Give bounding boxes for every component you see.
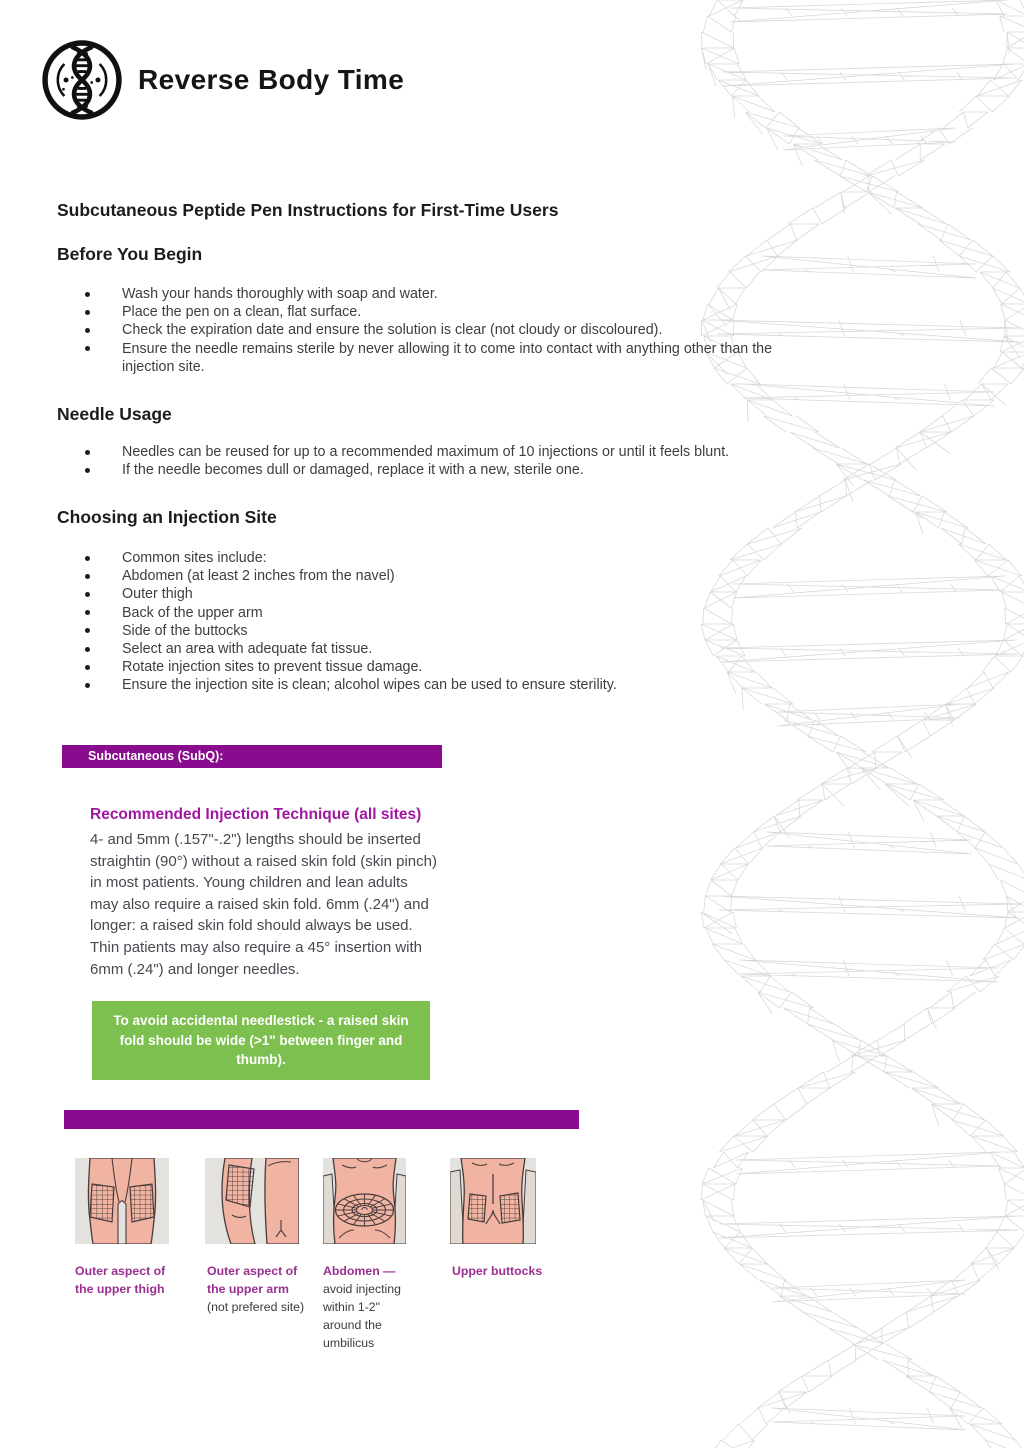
bullet-item: Back of the upper arm xyxy=(57,604,802,622)
buttocks-site-illustration xyxy=(450,1158,536,1244)
site-caption-note: avoid injecting within 1-2" around the umbilicus xyxy=(323,1282,401,1350)
section-heading-needle-usage: Needle Usage xyxy=(57,404,172,424)
document-title: Subcutaneous Peptide Pen Instructions for First-Time Users xyxy=(57,200,559,220)
site-caption-title: Outer aspect of the upper thigh xyxy=(75,1264,166,1296)
bullet-item: Ensure the needle remains sterile by never allowing it to come into contact with anything other than the injection site. xyxy=(57,340,802,376)
bullet-item: Needles can be reused for up to a recommended maximum of 10 injections or until it feels blunt. xyxy=(57,443,802,461)
section-heading-before-you-begin: Before You Begin xyxy=(57,244,203,264)
bullet-item: Outer thigh xyxy=(57,585,802,603)
site-caption-title: Upper buttocks xyxy=(452,1264,543,1278)
bullet-item: Wash your hands thoroughly with soap and water. xyxy=(57,285,802,303)
site-caption-abdomen xyxy=(323,1262,419,1352)
bullet-item: Ensure the injection site is clean; alcohol wipes can be used to ensure sterility. xyxy=(57,676,802,694)
bullet-item: Side of the buttocks xyxy=(57,622,802,640)
thigh-sites-illustration xyxy=(75,1158,169,1244)
site-caption-buttocks xyxy=(452,1262,572,1280)
bullet-list-before-you-begin xyxy=(57,285,802,376)
technique-block xyxy=(90,806,438,980)
bullet-item: Abdomen (at least 2 inches from the navel) xyxy=(57,567,802,585)
needlestick-warning-box xyxy=(92,1001,430,1080)
brand-name: Reverse Body Time xyxy=(138,64,405,95)
technique-heading: Recommended Injection Technique (all sites) xyxy=(90,806,422,823)
dna-logo-icon xyxy=(40,38,124,122)
arm-site-illustration xyxy=(205,1158,299,1244)
technique-paragraph: 4- and 5mm (.157"-.2") lengths should be inserted straightin (90°) without a raised skin fold (skin pinch) in most patients. Young children and lean adults may also require a raised skin fold. 6mm (.24") and longer: a raised skin fold should always be used. Thin patients may also require a 45° insertion with 6mm (.24") and longer needles. xyxy=(90,831,437,978)
purple-divider-bar xyxy=(64,1110,579,1129)
site-caption-arm xyxy=(207,1262,315,1316)
bullet-item: Place the pen on a clean, flat surface. xyxy=(57,303,802,321)
site-caption-note: (not prefered site) xyxy=(207,1300,305,1314)
subq-banner xyxy=(62,745,442,768)
bullet-item: Rotate injection sites to prevent tissue damage. xyxy=(57,658,802,676)
site-caption-title: Abdomen — xyxy=(323,1264,396,1278)
needlestick-warning-text: To avoid accidental needlestick - a raised skin fold should be wide (>1" between finger and thumb). xyxy=(113,1013,409,1067)
bullet-item: Select an area with adequate fat tissue. xyxy=(57,640,802,658)
section-heading-choosing-site: Choosing an Injection Site xyxy=(57,507,277,527)
site-caption-title: Outer aspect of the upper arm xyxy=(207,1264,298,1296)
bullet-item: Check the expiration date and ensure the solution is clear (not cloudy or discoloured). xyxy=(57,321,802,339)
bullet-item: Common sites include: xyxy=(57,549,802,567)
bullet-item: If the needle becomes dull or damaged, replace it with a new, sterile one. xyxy=(57,461,802,479)
bullet-list-choosing-site xyxy=(57,549,802,695)
bullet-list-needle-usage xyxy=(57,443,802,479)
site-caption-thigh xyxy=(75,1262,183,1298)
brand-header xyxy=(40,38,404,122)
subq-banner-label: Subcutaneous (SubQ): xyxy=(88,749,224,763)
abdomen-site-illustration xyxy=(323,1158,406,1244)
